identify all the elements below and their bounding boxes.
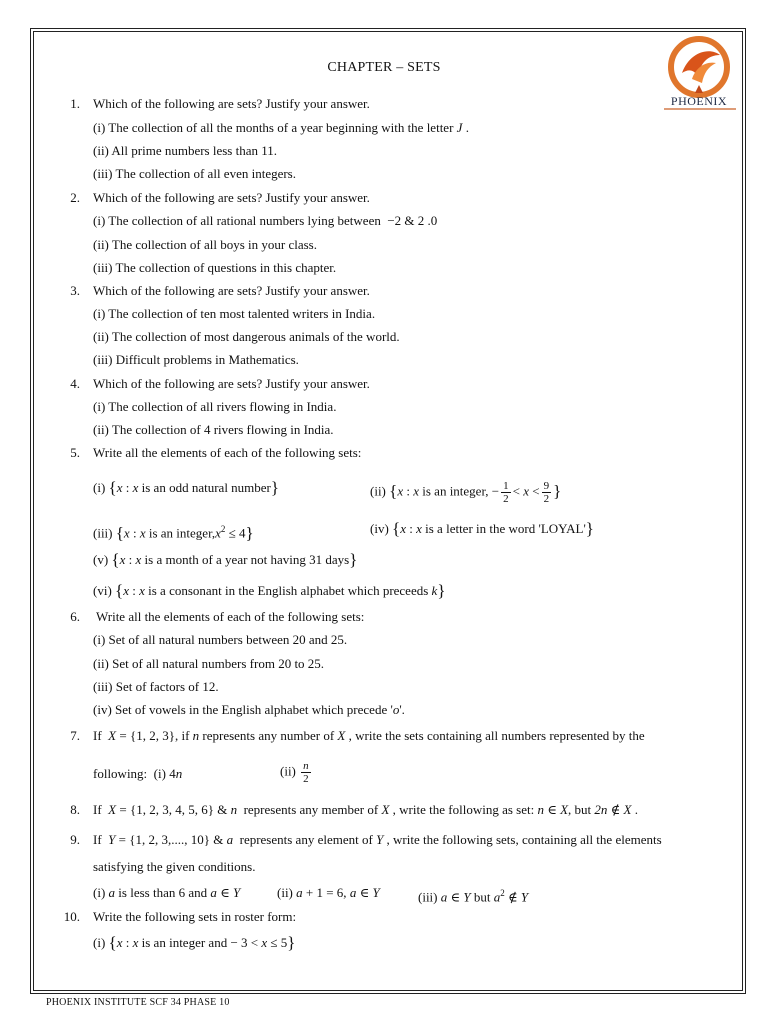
q9-item-ii: (ii) a + 1 = 6, a ∈ Y bbox=[277, 885, 380, 900]
q10-number: 10. bbox=[63, 909, 80, 924]
q10-text: Write the following sets in roster form: bbox=[93, 909, 297, 924]
q1-number: 1. bbox=[70, 96, 80, 111]
q2-item-ii: (ii) The collection of all boys in your class. bbox=[93, 237, 317, 252]
q9-item-iii: (iii) a ∈ Y but $a^2$ ∉ Y bbox=[418, 888, 529, 905]
q3-number: 3. bbox=[70, 283, 80, 298]
q2-item-iii: (iii) The collection of questions in this chapter. bbox=[93, 260, 337, 275]
q5-number: 5. bbox=[70, 445, 80, 460]
q8-number: 8. bbox=[70, 802, 80, 817]
q6-item-iv: (iv) Set of vowels in the English alphabet which precede 'o'. bbox=[93, 702, 405, 717]
q4-item-i: (i) The collection of all rivers flowing in India. bbox=[93, 399, 337, 414]
q6-item-ii: (ii) Set of all natural numbers from 20 to 25. bbox=[93, 656, 325, 671]
q5-item-iv: (iv) {x : x is a letter in the word 'LOYAL'} bbox=[370, 519, 594, 538]
q7-text: If X = {1, 2, 3}, if n represents any number of X , write the sets containing all numbers represented by the bbox=[93, 728, 645, 743]
q9-line2: satisfying the given conditions. bbox=[93, 859, 256, 874]
q10-item-i: (i) {x : x is an integer and − 3 < x ≤ 5} bbox=[93, 933, 296, 952]
q1-item-i: (i) The collection of all the months of a year beginning with the letter J . bbox=[93, 120, 469, 135]
q9-number: 9. bbox=[70, 832, 80, 847]
q5-item-i: (i) {x : x is an odd natural number} bbox=[93, 478, 280, 497]
logo-text: PHOENIX bbox=[670, 94, 728, 108]
q2-number: 2. bbox=[70, 190, 80, 205]
q2-item-i: (i) The collection of all rational numbers lying between −2 & 2 .0 bbox=[93, 213, 438, 228]
page-title: CHAPTER – SETS bbox=[327, 60, 441, 75]
q3-text: Which of the following are sets? Justify your answer. bbox=[93, 283, 370, 298]
q5-item-v: (v) {x : x is a month of a year not having 31 days} bbox=[93, 550, 358, 569]
q6-item-i: (i) Set of all natural numbers between 20 and 25. bbox=[93, 632, 348, 647]
q7-line2: following: (i) 4n bbox=[93, 766, 183, 781]
q2-text: Which of the following are sets? Justify your answer. bbox=[93, 190, 370, 205]
q7-number: 7. bbox=[70, 728, 80, 743]
q5-item-iii: (iii) {x : x is an $integer,x^2 \le 4$} bbox=[93, 523, 254, 543]
q5-item-ii: (ii) {x : x is an integer, − $\frac{1}{2}$ < x < $\frac{9}{2}$ } bbox=[370, 480, 562, 505]
q5-text: Write all the elements of each of the following sets: bbox=[93, 445, 362, 460]
q4-text: Which of the following are sets? Justify your answer. bbox=[93, 376, 370, 391]
q3-item-i: (i) The collection of ten most talented writers in India. bbox=[93, 306, 376, 321]
q6-item-iii: (iii) Set of factors of 12. bbox=[93, 679, 219, 694]
q1-text: Which of the following are sets? Justify your answer. bbox=[93, 96, 370, 111]
q9-item-i: (i) a is less than 6 and a ∈ Y bbox=[93, 885, 241, 900]
q1-item-ii: (ii) All prime numbers less than 11. bbox=[93, 143, 278, 158]
page-footer: PHOENIX INSTITUTE SCF 34 PHASE 10 bbox=[46, 997, 230, 1008]
q4-item-ii: (ii) The collection of 4 rivers flowing in India. bbox=[93, 422, 334, 437]
q4-number: 4. bbox=[70, 376, 80, 391]
q6-number: 6. bbox=[70, 609, 80, 624]
q1-item-iii: (iii) The collection of all even integers. bbox=[93, 166, 296, 181]
logo-underline bbox=[664, 108, 736, 110]
q9-text: If Y = {1, 2, 3,...., 10} & a represents any element of Y , write the following sets, containing all the elements bbox=[93, 832, 662, 847]
q8-text: If X = {1, 2, 3, 4, 5, 6} & n represents any member of X , write the following as set: n ∈ X, but 2n ∉ X . bbox=[93, 802, 638, 817]
q5-item-vi: (vi) {x : x is a consonant in the English alphabet which preceeds k} bbox=[93, 581, 446, 600]
q7-item-ii: (ii) $\frac{n}{2}$ bbox=[280, 760, 309, 785]
q6-text: Write all the elements of each of the following sets: bbox=[96, 609, 365, 624]
q3-item-iii: (iii) Difficult problems in Mathematics. bbox=[93, 352, 299, 367]
q3-item-ii: (ii) The collection of most dangerous animals of the world. bbox=[93, 329, 400, 344]
